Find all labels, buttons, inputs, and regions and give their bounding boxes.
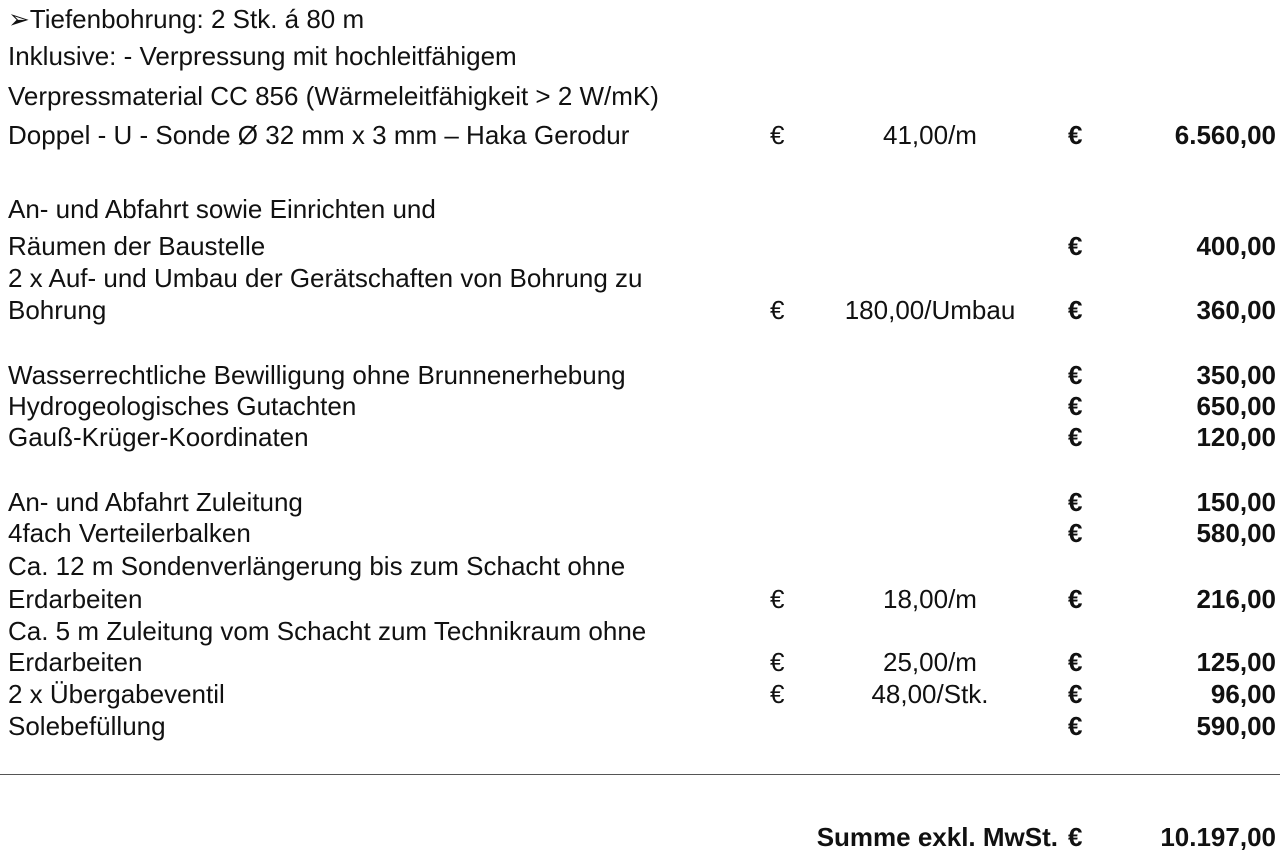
line-item (0, 196, 1280, 227)
line-item (0, 233, 1280, 264)
total-currency: € (1068, 422, 1083, 452)
line-total: 580,00 (1196, 518, 1276, 548)
line-item (0, 83, 1280, 114)
line-item (0, 520, 1280, 551)
line-total: 650,00 (1196, 391, 1276, 421)
line-description: Gauß-Krüger-Koordinaten (8, 422, 309, 452)
total-currency: € (1068, 711, 1083, 741)
line-item (0, 122, 1280, 153)
unit-price: 18,00/m (883, 584, 977, 614)
unit-currency: € (770, 120, 785, 150)
line-description: Wasserrechtliche Bewilligung ohne Brunnenerhebung (8, 360, 626, 390)
line-description: 2 x Auf- und Umbau der Gerätschaften von Bohrung zu (8, 263, 643, 293)
unit-currency: € (770, 679, 785, 709)
line-item (0, 681, 1280, 712)
line-total: 360,00 (1196, 295, 1276, 325)
total-currency: € (1068, 120, 1083, 150)
line-description: An- und Abfahrt sowie Einrichten und (8, 194, 436, 224)
unit-currency: € (770, 647, 785, 677)
unit-price: 180,00/Umbau (844, 295, 1016, 325)
line-total: 125,00 (1196, 647, 1276, 677)
line-item (0, 424, 1280, 455)
line-item (0, 713, 1280, 744)
line-total: 350,00 (1196, 360, 1276, 390)
summary-row (0, 824, 1280, 855)
line-description: Solebefüllung (8, 711, 166, 741)
line-description: Doppel - U - Sonde Ø 32 mm x 3 mm – Haka Gerodur (8, 120, 630, 150)
unit-currency: € (770, 295, 785, 325)
line-item (0, 362, 1280, 393)
total-currency: € (1068, 584, 1083, 614)
line-item (0, 297, 1280, 328)
summary-amount: 10.197,00 (1160, 822, 1276, 852)
summary-currency: € (1068, 822, 1083, 852)
line-description: Bohrung (8, 295, 107, 325)
total-currency: € (1068, 679, 1083, 709)
line-item (0, 393, 1280, 424)
line-description: Inklusive: - Verpressung mit hochleitfähigem (8, 41, 517, 71)
line-total: 216,00 (1196, 584, 1276, 614)
line-description: 2 x Übergabeventil (8, 679, 225, 709)
line-description: Erdarbeiten (8, 647, 143, 677)
line-description: Erdarbeiten (8, 584, 143, 614)
line-item (0, 649, 1280, 680)
total-currency: € (1068, 295, 1083, 325)
line-item (0, 553, 1280, 584)
line-description: Ca. 12 m Sondenverlängerung bis zum Schacht ohne (8, 551, 626, 581)
unit-price: 41,00/m (883, 120, 977, 150)
total-currency: € (1068, 487, 1083, 517)
line-description: 4fach Verteilerbalken (8, 518, 251, 548)
total-currency: € (1068, 647, 1083, 677)
unit-price: 48,00/Stk. (871, 679, 989, 709)
line-description: An- und Abfahrt Zuleitung (8, 487, 303, 517)
line-item (0, 265, 1280, 296)
unit-currency: € (770, 584, 785, 614)
line-total: 6.560,00 (1174, 120, 1276, 150)
line-total: 590,00 (1196, 711, 1276, 741)
line-total: 400,00 (1196, 231, 1276, 261)
line-description: Ca. 5 m Zuleitung vom Schacht zum Technikraum ohne (8, 616, 647, 646)
unit-price: 25,00/m (883, 647, 977, 677)
line-description: Hydrogeologisches Gutachten (8, 391, 357, 421)
total-currency: € (1068, 360, 1083, 390)
line-item (0, 586, 1280, 617)
line-description: ➢Tiefenbohrung: 2 Stk. á 80 m (8, 4, 365, 34)
line-description: Verpressmaterial CC 856 (Wärmeleitfähigkeit > 2 W/mK) (8, 81, 659, 111)
summary-label: Summe exkl. MwSt. (816, 822, 1058, 852)
line-item (0, 489, 1280, 520)
total-currency: € (1068, 231, 1083, 261)
summary-divider (0, 774, 1280, 775)
line-total: 150,00 (1196, 487, 1276, 517)
total-currency: € (1068, 518, 1083, 548)
line-total: 120,00 (1196, 422, 1276, 452)
line-item (0, 618, 1280, 649)
line-total: 96,00 (1210, 679, 1276, 709)
line-item (0, 6, 1280, 37)
total-currency: € (1068, 391, 1083, 421)
line-description: Räumen der Baustelle (8, 231, 266, 261)
line-item (0, 43, 1280, 74)
